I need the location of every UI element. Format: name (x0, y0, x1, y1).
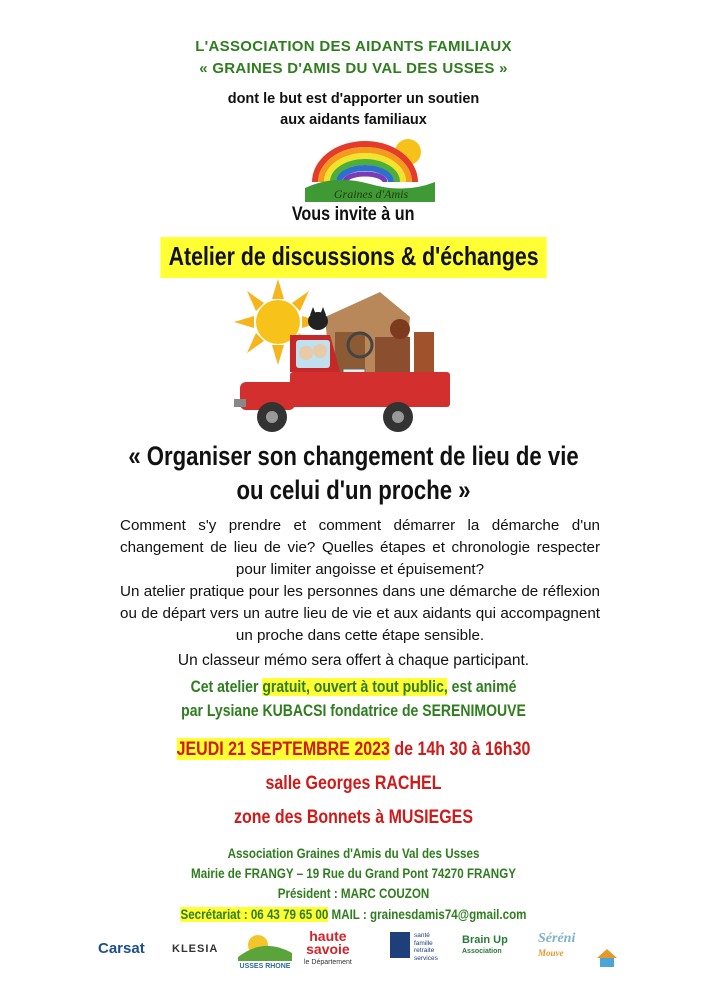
usses-rhone-logo (234, 930, 296, 970)
msa-line-2: famille (414, 939, 433, 947)
schedule-date-wrap (0, 738, 707, 761)
haute-savoie-line-1: haute (309, 928, 347, 944)
contact-org: Association Graines d'Amis du Val des Usses (227, 846, 480, 861)
animator-line-2-wrap (0, 702, 707, 721)
invite-text (0, 204, 707, 226)
brainup-line-1: Brain Up (462, 934, 508, 946)
description-paragraph-2: Un atelier pratique pour les personnes dans une démarche de réflexion ou de départ vers un autre lieu de vie et aux aidants qui accompagnent un proche dans cette étape sensible. (120, 583, 600, 644)
animator-line-2: par Lysiane KUBACSI fondatrice de SERENIMOUVE (181, 702, 526, 720)
msa-line-4: services (414, 954, 438, 962)
contact-mail[interactable]: MAIL : grainesdamis74@gmail.com (328, 907, 527, 922)
contact-org-wrap (0, 846, 707, 861)
event-room-wrap (0, 772, 707, 795)
animator-line-1-wrap (0, 678, 707, 697)
purpose-line-1: dont le but est d'apporter un soutien (227, 91, 480, 107)
secretariat-phone: Secrétariat : 06 43 79 65 00 (180, 907, 329, 922)
theme-line-1: « Organiser son changement de lieu de vie (128, 441, 579, 471)
event-place-wrap (0, 806, 707, 829)
free-public-highlight: gratuit, ouvert à tout public, (262, 678, 448, 696)
purpose-line-2: aux aidants familiaux (280, 112, 427, 128)
event-time: de 14h 30 à 16h30 (389, 738, 531, 760)
sereni-line-2: Mouve (538, 948, 564, 958)
logo-text: Graines d'Amis (333, 187, 409, 201)
schedule-date-line (64, 738, 644, 761)
workshop-theme (0, 439, 707, 507)
event-room: salle Georges RACHEL (265, 772, 442, 794)
house-icon (596, 938, 618, 978)
animator-suffix: est animé (447, 678, 517, 696)
msa-mark-icon (390, 932, 410, 958)
contact-president-wrap (0, 886, 707, 901)
sereni-line-1: Séréni (538, 931, 576, 946)
partner-logos (92, 930, 622, 970)
carsat-logo: Carsat (98, 940, 145, 957)
brainup-logo (462, 934, 508, 974)
association-title: L'ASSOCIATION DES AIDANTS FAMILIAUX (195, 38, 512, 55)
msa-logo (414, 932, 438, 972)
klesia-logo: KLESIA (172, 943, 219, 955)
event-title-wrap (0, 237, 707, 278)
event-title: Atelier de discussions & d'échanges (160, 237, 546, 278)
event-place: zone des Bonnets à MUSIEGES (233, 806, 474, 828)
description-paragraph-1: Comment s'y prendre et comment démarrer la démarche d'un changement de lieu de vie? Quelles étapes et chronologie respecter pour limiter angoisse et épuisement? (120, 517, 600, 578)
sereni-mouve-logo (538, 932, 575, 972)
msa-line-3: retraite (414, 947, 435, 954)
theme-line-2: ou celui d'un proche » (236, 475, 471, 505)
animator-prefix: Cet atelier (190, 678, 263, 696)
contact-address: Mairie de FRANGY – 19 Rue du Grand Pont 74270 FRANGY (191, 866, 516, 881)
contact-address-wrap (0, 866, 707, 881)
invite-label: Vous invite à un (292, 204, 415, 225)
haute-savoie-line-3: le Département (304, 959, 352, 966)
brainup-line-2: Association (462, 948, 502, 955)
haute-savoie-logo (304, 930, 352, 970)
usses-rhone-text: USSES RHONE (239, 963, 291, 970)
moving-truck-illustration (230, 277, 470, 442)
event-date: JEUDI 21 SEPTEMBRE 2023 (176, 738, 390, 760)
memo-notice: Un classeur mémo sera offert à chaque participant. (177, 652, 530, 669)
animator-line-1 (53, 678, 654, 697)
haute-savoie-line-2: savoie (306, 941, 350, 957)
msa-line-1: santé (414, 932, 430, 939)
contact-secretariat-wrap (0, 907, 707, 922)
association-name: « GRAINES D'AMIS DU VAL DES USSES » (199, 60, 508, 77)
contact-secretariat-line (49, 907, 657, 922)
contact-president: Président : MARC COUZON (277, 886, 430, 901)
graines-damis-logo (305, 132, 435, 202)
